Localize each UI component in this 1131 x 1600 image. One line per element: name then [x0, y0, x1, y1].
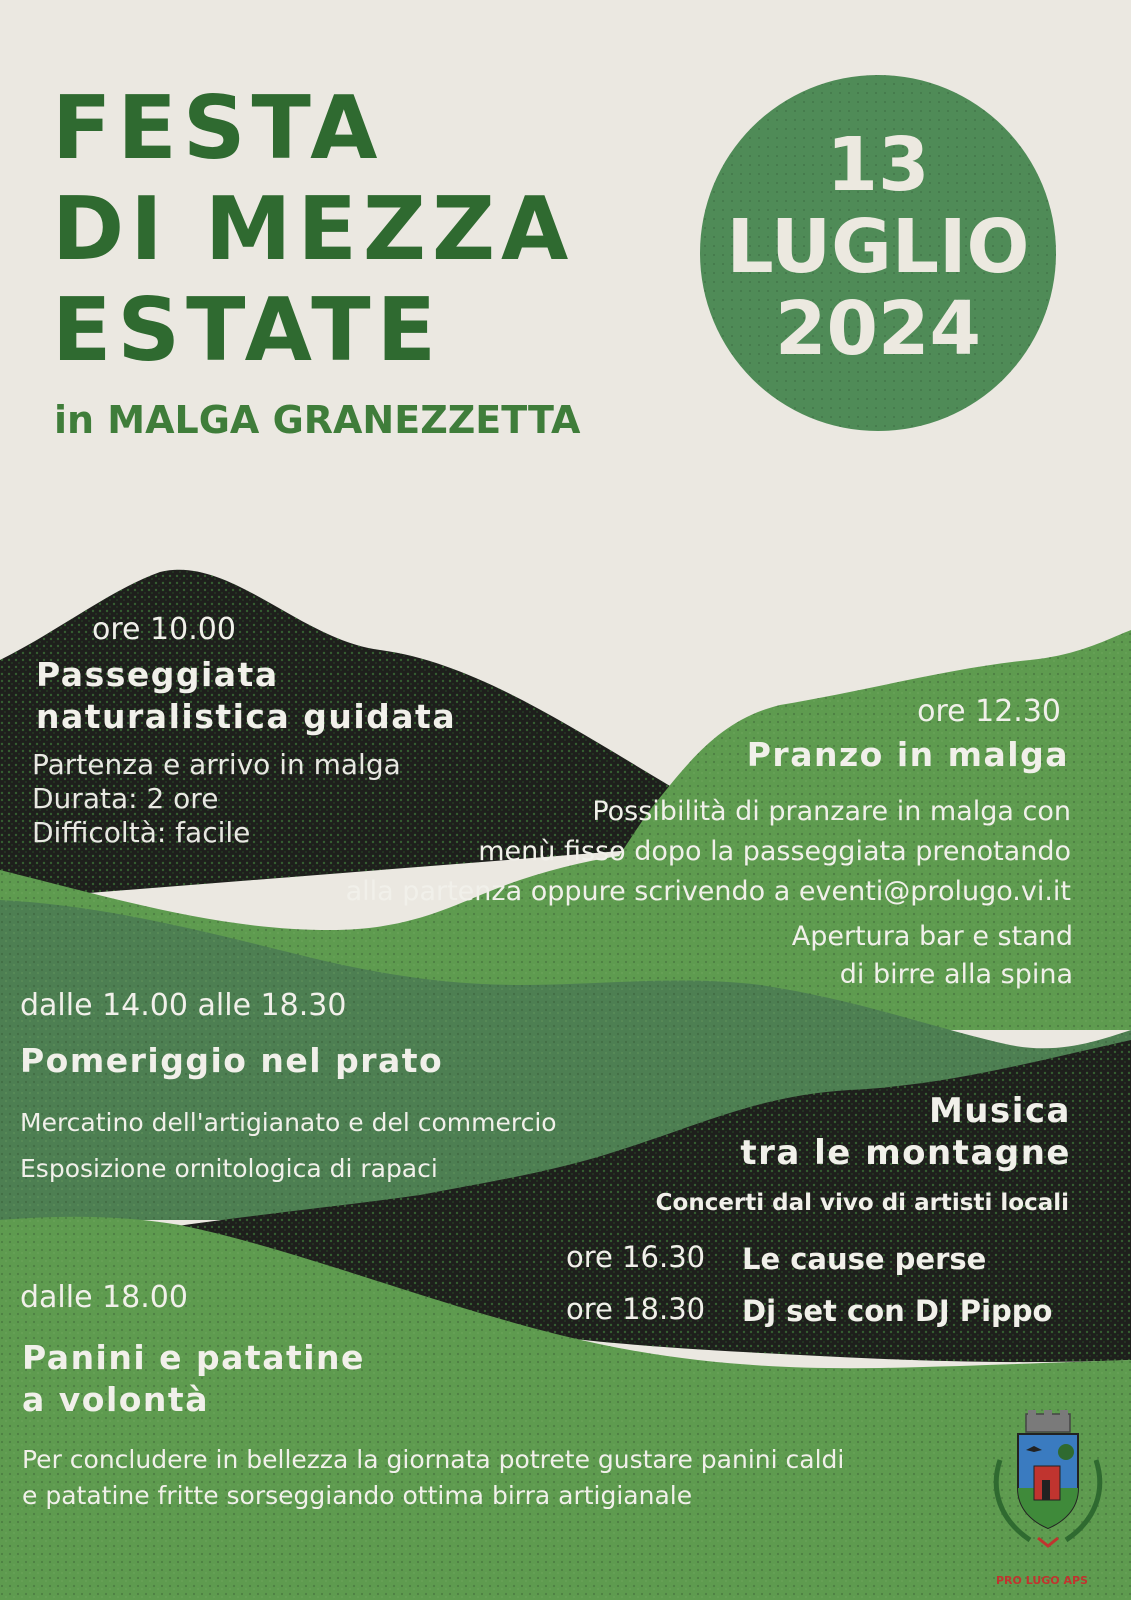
act-time: ore 16.30: [566, 1240, 706, 1274]
evening-detail: e patatine fritte sorseggiando ottima birra artigianale: [22, 1481, 693, 1510]
walk-detail: Durata: 2 ore: [32, 782, 219, 815]
evening-detail: Per concludere in bellezza la giornata potrete gustare panini caldi: [22, 1445, 845, 1474]
afternoon-details: [20, 1100, 557, 1192]
evening-title-line: a volontà: [22, 1380, 209, 1419]
music-subtitle: Concerti dal vivo di artisti locali: [655, 1190, 1069, 1216]
walk-time: ore 10.00: [92, 612, 236, 647]
afternoon-title: Pomeriggio nel prato: [20, 1041, 444, 1080]
lunch-detail: alla partenza oppure scrivendo a eventi@prolugo.vi.it: [345, 876, 1071, 907]
walk-title-line: Passeggiata: [36, 655, 279, 694]
act-name: Dj set con DJ Pippo: [742, 1294, 1053, 1328]
afternoon-time: dalle 14.00 alle 18.30: [20, 988, 347, 1023]
music-title-line: tra le montagne: [740, 1133, 1071, 1173]
bar-line: di birre alla spina: [839, 959, 1073, 990]
date-day: 13: [826, 122, 930, 208]
date-year: 2024: [775, 286, 981, 372]
evening-title: [22, 1337, 365, 1421]
act-time: ore 18.30: [566, 1292, 706, 1326]
afternoon-detail: Mercatino dell'artigianato e del commercio: [20, 1108, 557, 1137]
evening-details: [22, 1442, 844, 1514]
bar-line: Apertura bar e stand: [791, 921, 1073, 952]
event-title: [52, 78, 574, 381]
lunch-details: [311, 792, 1071, 912]
walk-detail: Difficoltà: facile: [32, 816, 251, 849]
music-title: [740, 1090, 1071, 1174]
date-badge: [700, 122, 1056, 372]
act-name: Le cause perse: [742, 1242, 987, 1276]
title-line: ESTATE: [52, 279, 443, 381]
bar-info: [792, 918, 1073, 994]
lunch-time: ore 12.30: [917, 694, 1061, 729]
evening-title-line: Panini e patatine: [22, 1338, 365, 1377]
music-title-line: Musica: [928, 1091, 1071, 1131]
lunch-title: Pranzo in malga: [746, 735, 1069, 774]
event-location: in MALGA GRANEZZETTA: [54, 398, 581, 442]
title-line: DI MEZZA: [52, 178, 575, 280]
date-month: LUGLIO: [726, 204, 1030, 290]
title-line: FESTA: [52, 77, 384, 179]
walk-title: [36, 654, 456, 738]
logo-label: PRO LUGO APS: [996, 1574, 1088, 1587]
lunch-detail: menù fisso dopo la passeggiata prenotando: [478, 836, 1071, 867]
walk-title-line: naturalistica guidata: [36, 697, 457, 736]
afternoon-detail: Esposizione ornitologica di rapaci: [20, 1154, 438, 1183]
evening-time: dalle 18.00: [20, 1280, 188, 1315]
walk-detail: Partenza e arrivo in malga: [32, 748, 401, 781]
lunch-detail: Possibilità di pranzare in malga con: [592, 796, 1071, 827]
